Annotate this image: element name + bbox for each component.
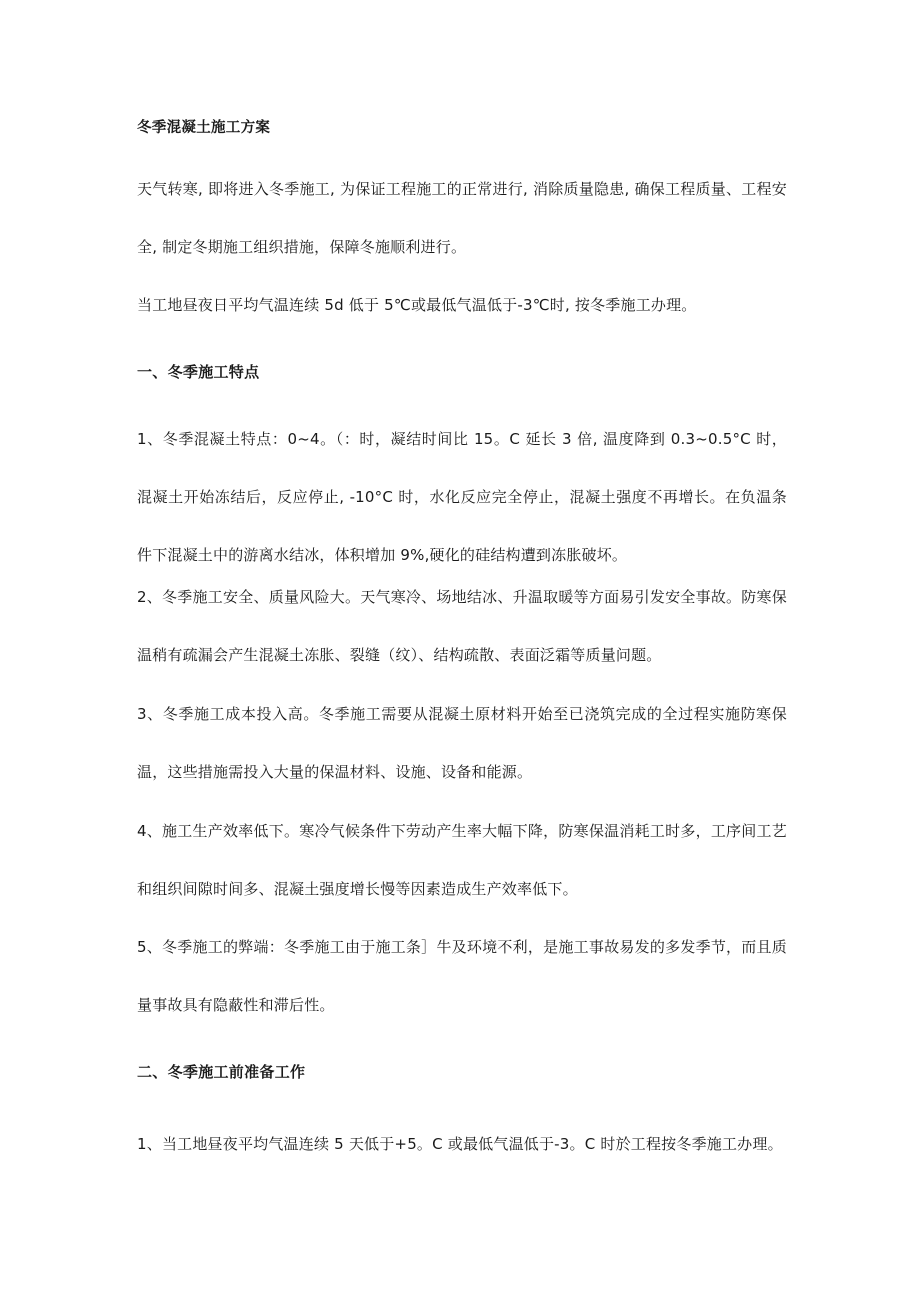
feature-item-5: 5、冬季施工的弊端：冬季施工由于施工条］牛及环境不利，是施工事故易发的多发季节，而且质量事故具有隐蔽性和滞后性。 — [137, 938, 787, 1014]
feature-item-3: 3、冬季施工成本投入高。冬季施工需要从混凝土原材料开始至已浇筑完成的全过程实施防寒保温，这些措施需投入大量的保温材料、设施、设备和能源。 — [137, 705, 787, 781]
feature-item-4: 4、施工生产效率低下。寒冷气候条件下劳动产生率大幅下降，防寒保温消耗工时多，工序间工艺和组织间隙时间多、混凝土强度增长慢等因素造成生产效率低下。 — [137, 822, 787, 898]
preparation-item-1: 1、当工地昼夜平均气温连续 5 天低于+5。C 或最低气温低于-3。C 时於工程按冬季施工办理。 — [137, 1135, 783, 1153]
feature-item-2: 2、冬季施工安全、质量风险大。天气寒冷、场地结冰、升温取暖等方面易引发安全事故。防寒保温稍有疏漏会产生混凝土冻胀、裂缝（纹）、结构疏散、表面泛霜等质量问题。 — [137, 588, 787, 664]
feature-item-1: 1、冬季混凝土特点：0~4。（：时，凝结时间比 15。C 延长 3 倍, 温度降到 0.3~0.5°C 时，混凝土开始冻结后，反应停止, -10°C 时，水化反应完全停止，混凝土强度不再增长。在负温条件下混凝土中的游离水结冰，体积增加 9%,硬化的硅结构遭到冻胀破坏。 — [137, 430, 787, 564]
document-title: 冬季混凝土施工方案 — [137, 120, 271, 136]
section-heading-preparation: 二、冬季施工前准备工作 — [137, 1063, 306, 1081]
intro-paragraph: 天气转寒, 即将进入冬季施工, 为保证工程施工的正常进行, 消除质量隐患, 确保工程质量、工程安全, 制定冬期施工组织措施，保障冬施顺利进行。 — [137, 180, 787, 256]
temperature-criteria-paragraph: 当工地昼夜日平均气温连续 5d 低于 5℃或最低气温低于-3℃时, 按冬季施工办理。 — [137, 296, 697, 314]
section-heading-features: 一、冬季施工特点 — [137, 363, 260, 381]
